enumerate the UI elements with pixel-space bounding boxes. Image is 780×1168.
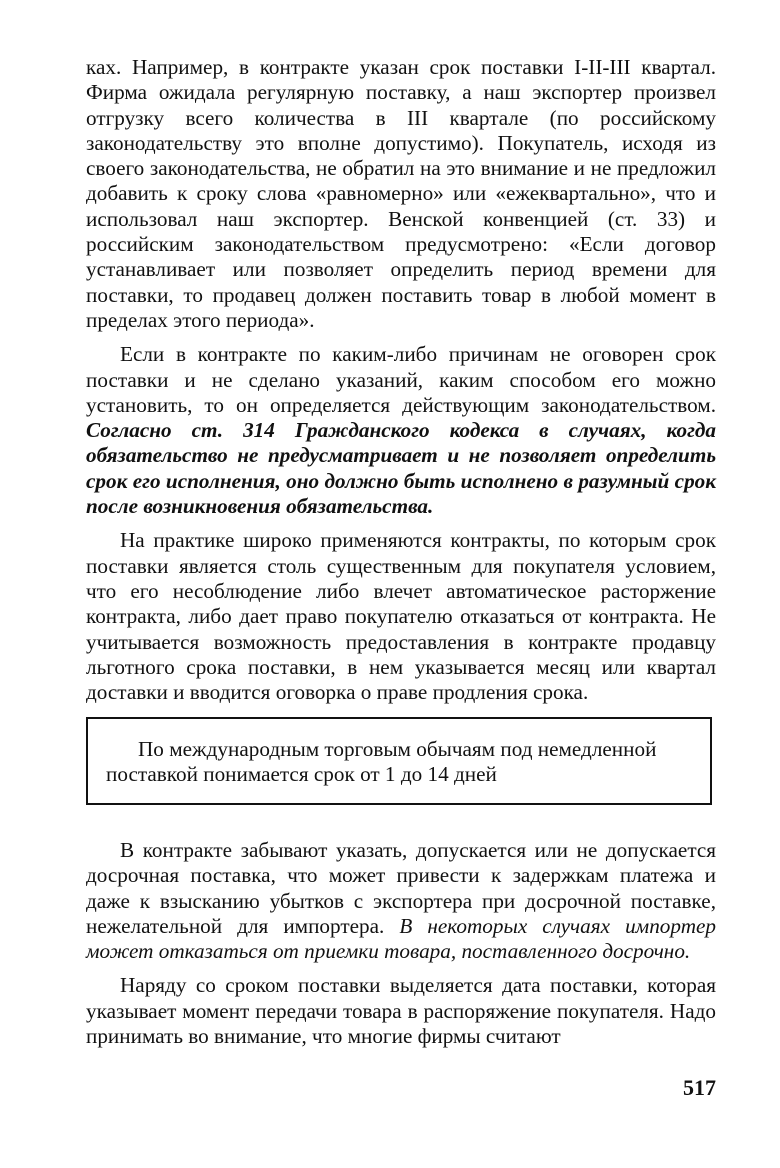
page-number: 517	[683, 1075, 716, 1100]
paragraph-regular-text: Если в контракте по каким-либо причинам не оговорен срок поставки и не сделано указаний, каким способом его можно установить, то он определяется действующим законодательством.	[86, 342, 716, 417]
paragraph-delivery-date: Наряду со сроком поставки выделяется дата поставки, которая указывает момент передачи товара в распоряжение покупателя. Надо принимать во внимание, что многие фирмы считают	[86, 973, 716, 1049]
paragraph-regular-text: В контракте забывают указать, допускается или не допускается досрочная поставка, что может привести к задержкам платежа и даже к взысканию убытков с экспортера при досрочной поставке, нежелательной для импортера.	[86, 838, 716, 938]
paragraph-early-delivery	[86, 838, 716, 964]
paragraph-delivery-term	[86, 342, 716, 519]
text-block-lower	[86, 838, 716, 1049]
civil-code-emphasis: Согласно ст. 314 Гражданского кодекса в случаях, когда обязательство не предусматривает и не позволяет определить срок его исполнения, оно должно быть исполнено в разумный срок после возникновения обязательства.	[86, 418, 716, 519]
paragraph-continuation: ках. Например, в контракте указан срок поставки I-II-III квартал. Фирма ожидала регулярную поставку, а наш экспортер произвел отгрузку всего количества в III квартале (по российскому законодательству это вполне допустимо). Покупатель, исходя из своего законодательства, не обратил на это внимание и не предложил добавить к сроку слова «равномерно» или «ежеквартально», что и использовал наш экспортер. Венской конвенцией (ст. 33) и российским законодательством предусмотрено: «Если договор устанавливает или позволяет определить период времени для поставки, то продавец должен поставить товар в любой момент в пределах этого периода».	[86, 55, 716, 332]
notice-box	[86, 717, 712, 805]
paragraph-practice: На практике широко применяются контракты, по которым срок поставки является столь существенным для покупателя условием, что его несоблюдение либо влечет автоматическое расторжение контракта, либо дает право покупателю отказаться от контракта. Не учитывается возможность предоставления в контракте продавцу льготного срока поставки, в нем указывается месяц или квартал доставки и вводится оговорка о праве продления срока.	[86, 528, 716, 705]
text-block-upper	[86, 55, 716, 705]
notice-text: По международным торговым обычаям под немедленной поставкой понимается срок от 1 до 14 дней	[106, 737, 657, 787]
importer-italic-text: В некоторых случаях импортер может отказаться от приемки товара, поставленного досрочно.	[86, 913, 716, 964]
